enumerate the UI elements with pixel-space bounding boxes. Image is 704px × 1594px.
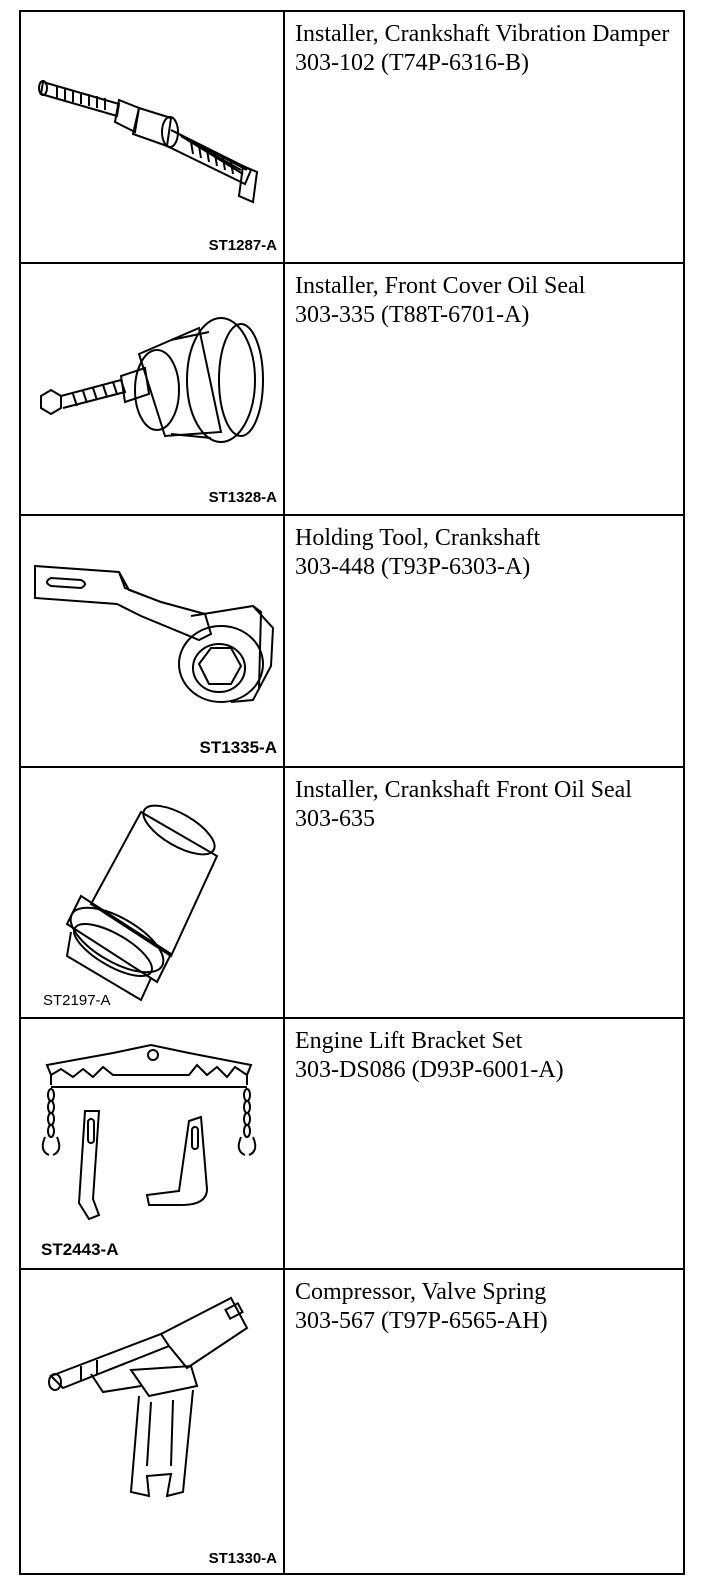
- tool-number: 303-335 (T88T-6701-A): [295, 302, 530, 328]
- table-row: [19, 514, 685, 766]
- tool-description: [295, 1278, 675, 1336]
- tool-number: 303-102 (T74P-6316-B): [295, 50, 529, 76]
- illustration-code: ST1330-A: [208, 1550, 277, 1567]
- tool-name: Installer, Crankshaft Front Oil Seal: [295, 777, 632, 803]
- tool-illustration: [21, 516, 283, 766]
- vibration-damper-installer-icon: [21, 12, 283, 262]
- front-cover-seal-installer-icon: [21, 264, 283, 514]
- special-tools-table: [19, 10, 685, 1575]
- tool-number: 303-DS086 (D93P-6001-A): [295, 1057, 564, 1083]
- tool-number: 303-448 (T93P-6303-A): [295, 554, 531, 580]
- tool-description: [295, 1027, 675, 1085]
- crankshaft-front-seal-installer-icon: [21, 768, 283, 1017]
- tool-illustration: [21, 1270, 283, 1575]
- tool-illustration: [21, 264, 283, 514]
- tool-illustration: [21, 1019, 283, 1268]
- table-row: [19, 262, 685, 514]
- illustration-code: ST2443-A: [41, 1240, 119, 1259]
- tool-description: [295, 776, 675, 834]
- illustration-code: ST2197-A: [43, 992, 111, 1009]
- illustration-code: ST1335-A: [199, 738, 277, 757]
- tool-description: [295, 20, 675, 78]
- tool-number: 303-567 (T97P-6565-AH): [295, 1308, 548, 1334]
- tool-name: Compressor, Valve Spring: [295, 1279, 547, 1305]
- tool-description: [295, 524, 675, 582]
- tool-name: Holding Tool, Crankshaft: [295, 525, 541, 551]
- illustration-code: ST1328-A: [208, 489, 277, 506]
- valve-spring-compressor-icon: [21, 1270, 283, 1575]
- illustration-code: ST1287-A: [208, 237, 277, 254]
- crankshaft-holding-tool-icon: [21, 516, 283, 766]
- tool-name: Engine Lift Bracket Set: [295, 1028, 523, 1054]
- table-row: [19, 1268, 685, 1575]
- tool-illustration: [21, 12, 283, 262]
- tool-description: [295, 272, 675, 330]
- engine-lift-bracket-set-icon: [21, 1019, 283, 1268]
- tool-illustration: [21, 768, 283, 1017]
- table-row: [19, 1017, 685, 1268]
- tool-number: 303-635: [295, 806, 375, 832]
- tool-name: Installer, Front Cover Oil Seal: [295, 273, 586, 299]
- table-row: [19, 10, 685, 262]
- table-row: [19, 766, 685, 1017]
- tool-name: Installer, Crankshaft Vibration Damper: [295, 21, 670, 47]
